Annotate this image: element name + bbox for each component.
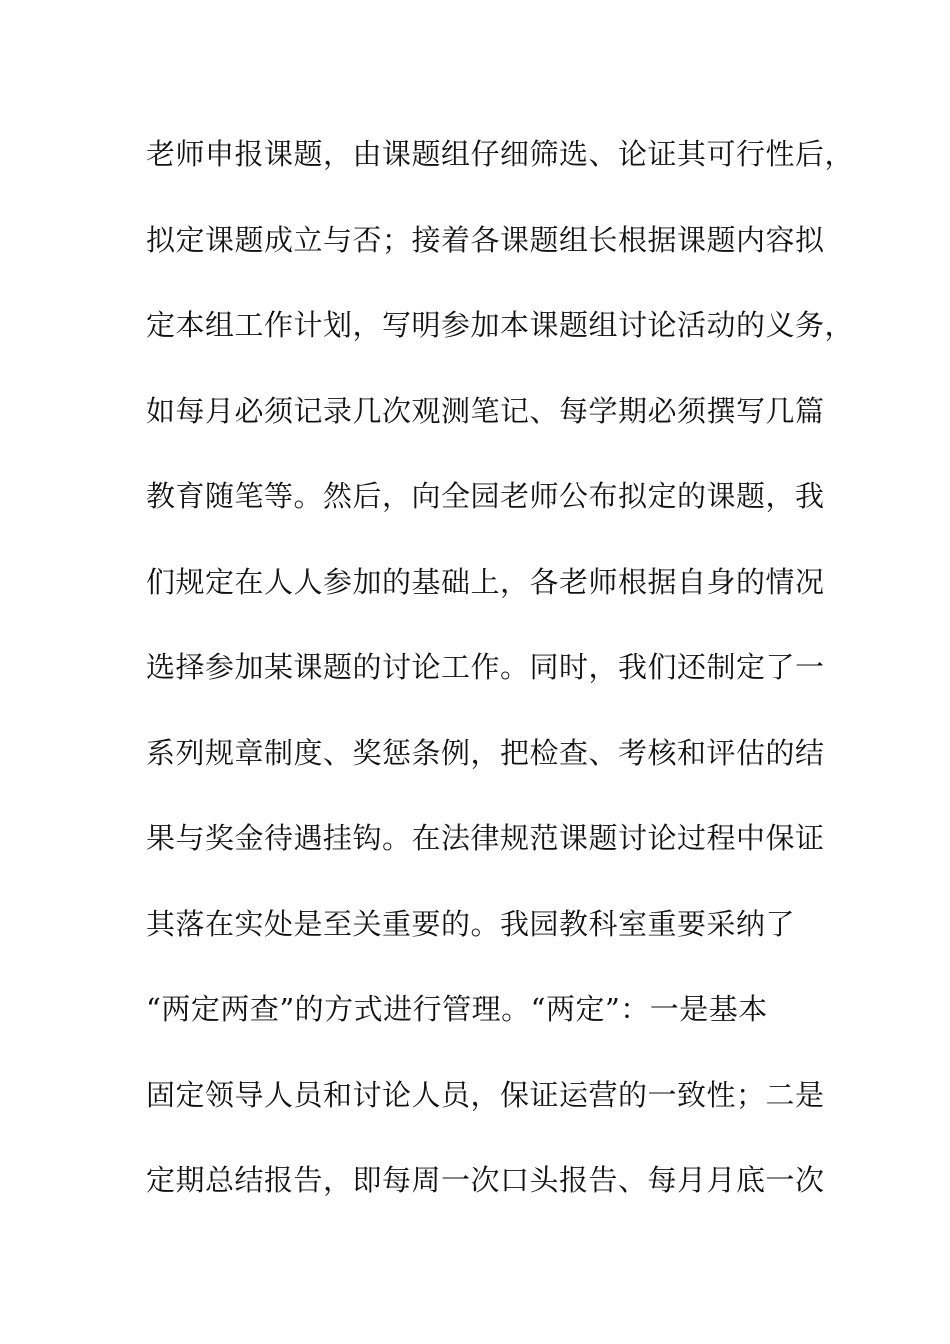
text-line: 固定领导人员和讨论人员，保证运营的一致性；二是: [146, 1077, 825, 1112]
text-line: “两定两查”的方式进行管理。“两定”：一是基本: [146, 992, 768, 1026]
text-line: 教育随笔等。然后，向全园老师公布拟定的课题，我: [146, 479, 825, 513]
body-text: [146, 126, 855, 1238]
text-line: 果与奖金待遇挂钩。在法律规范课题讨论过程中保证: [146, 821, 825, 855]
text-line: 选择参加某课题的讨论工作。同时，我们还制定了一: [146, 650, 825, 684]
text-line: 拟定课题成立与否；接着各课题组长根据课题内容拟: [146, 222, 825, 257]
text-line: 定期总结报告，即每周一次口头报告、每月月底一次: [146, 1163, 825, 1197]
text-line: 定本组工作计划，写明参加本课题组讨论活动的义务，: [146, 308, 855, 342]
text-line: 老师申报课题，由课题组仔细筛选、论证其可行性后，: [146, 137, 855, 171]
text-line: 系列规章制度、奖惩条例，把检查、考核和评估的结: [146, 735, 825, 770]
text-line: 其落在实处是至关重要的。我园教科室重要采纳了: [146, 906, 796, 941]
text-line: 们规定在人人参加的基础上，各老师根据自身的情况: [146, 564, 825, 599]
text-line: 如每月必须记录几次观测笔记、每学期必须撰写几篇: [146, 393, 825, 428]
